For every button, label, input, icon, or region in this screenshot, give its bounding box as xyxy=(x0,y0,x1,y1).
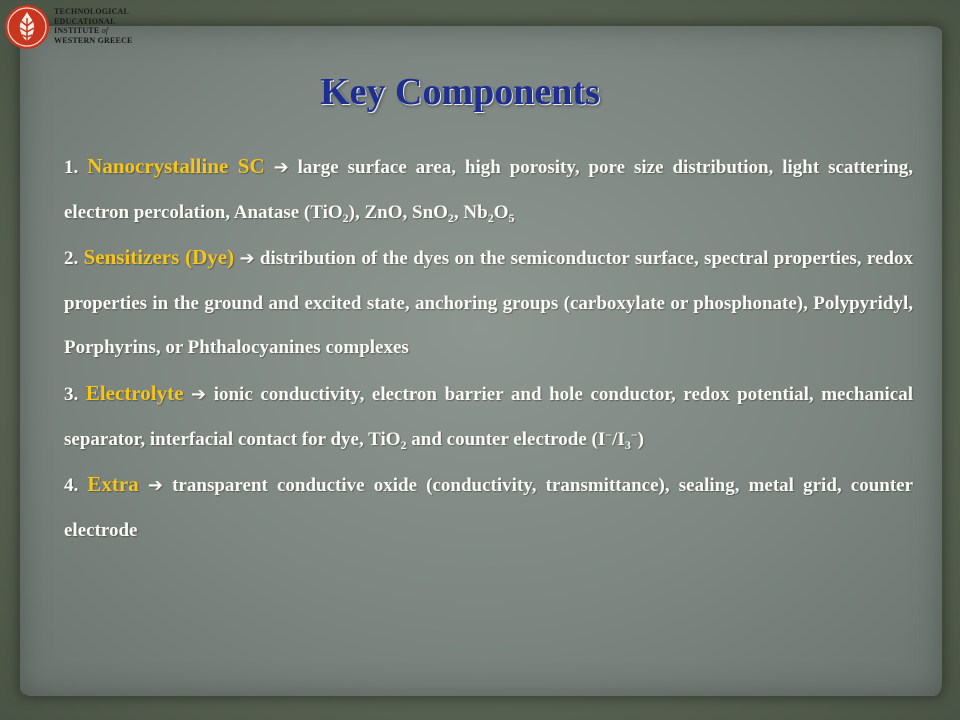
logo-line: EDUCATIONAL xyxy=(54,16,116,26)
item-text: transparent conductive oxide (conductivity, transmittance), sealing, metal grid, counter electrode xyxy=(64,475,914,541)
superscript: − xyxy=(630,427,638,442)
item-text: O xyxy=(493,201,509,223)
item-text: , Nb xyxy=(453,201,488,223)
slide-content xyxy=(64,144,913,553)
arrow-right-icon: ➔ xyxy=(273,157,289,178)
subscript: 5 xyxy=(508,210,515,225)
institute-name xyxy=(54,7,133,45)
item-number: 4. xyxy=(64,475,79,497)
logo-line-of: of xyxy=(101,26,109,35)
item-text: ), ZnO, SnO xyxy=(348,201,448,223)
item-text: distribution of the dyes on the semiconductor surface, spectral properties, redox properties in the ground and excited state, anchoring groups (carboxylate or phosphonate), Polypyridyl, Porphyrins, or Phthalocyanines complexes xyxy=(64,248,914,359)
logo-line: WESTERN GREECE xyxy=(54,35,133,45)
logo-line: TECHNOLOGICAL xyxy=(54,7,130,16)
subscript: 3 xyxy=(624,437,631,452)
item-keyword: Extra xyxy=(87,472,139,497)
list-item-electrolyte xyxy=(64,371,913,462)
flame-icon xyxy=(4,4,50,50)
item-number: 2. xyxy=(64,248,79,270)
subscript: 2 xyxy=(400,437,407,452)
superscript: − xyxy=(605,427,613,442)
slide-title: Key Components xyxy=(320,71,600,113)
item-keyword: Nanocrystalline SC xyxy=(87,154,265,178)
list-item-nanocrystalline xyxy=(64,144,913,235)
item-keyword: Sensitizers (Dye) xyxy=(83,245,235,270)
subscript: 2 xyxy=(342,210,349,225)
item-number: 3. xyxy=(64,383,79,405)
item-keyword: Electrolyte xyxy=(85,380,184,405)
list-item-extra xyxy=(64,462,913,553)
subscript: 2 xyxy=(447,210,454,225)
institute-logo xyxy=(4,4,133,50)
item-text: large surface area, high porosity, pore size distribution, light scattering, electron percolation, Anatase (TiO xyxy=(64,157,914,223)
list-item-sensitizers xyxy=(64,235,913,371)
subscript: 2 xyxy=(487,210,494,225)
item-text: /I xyxy=(612,428,625,450)
item-number: 1. xyxy=(64,157,79,178)
logo-line xyxy=(54,26,133,36)
item-text: and counter electrode (I xyxy=(406,428,606,450)
logo-line-main: INSTITUTE xyxy=(54,26,100,35)
slide-panel xyxy=(20,26,942,696)
arrow-right-icon: ➔ xyxy=(147,475,163,497)
arrow-right-icon: ➔ xyxy=(191,383,207,405)
arrow-right-icon: ➔ xyxy=(239,248,255,270)
item-text: ) xyxy=(637,428,644,450)
item-text: ionic conductivity, electron barrier and hole conductor, redox potential, mechanical separator, interfacial contact for dye, TiO xyxy=(64,383,914,450)
